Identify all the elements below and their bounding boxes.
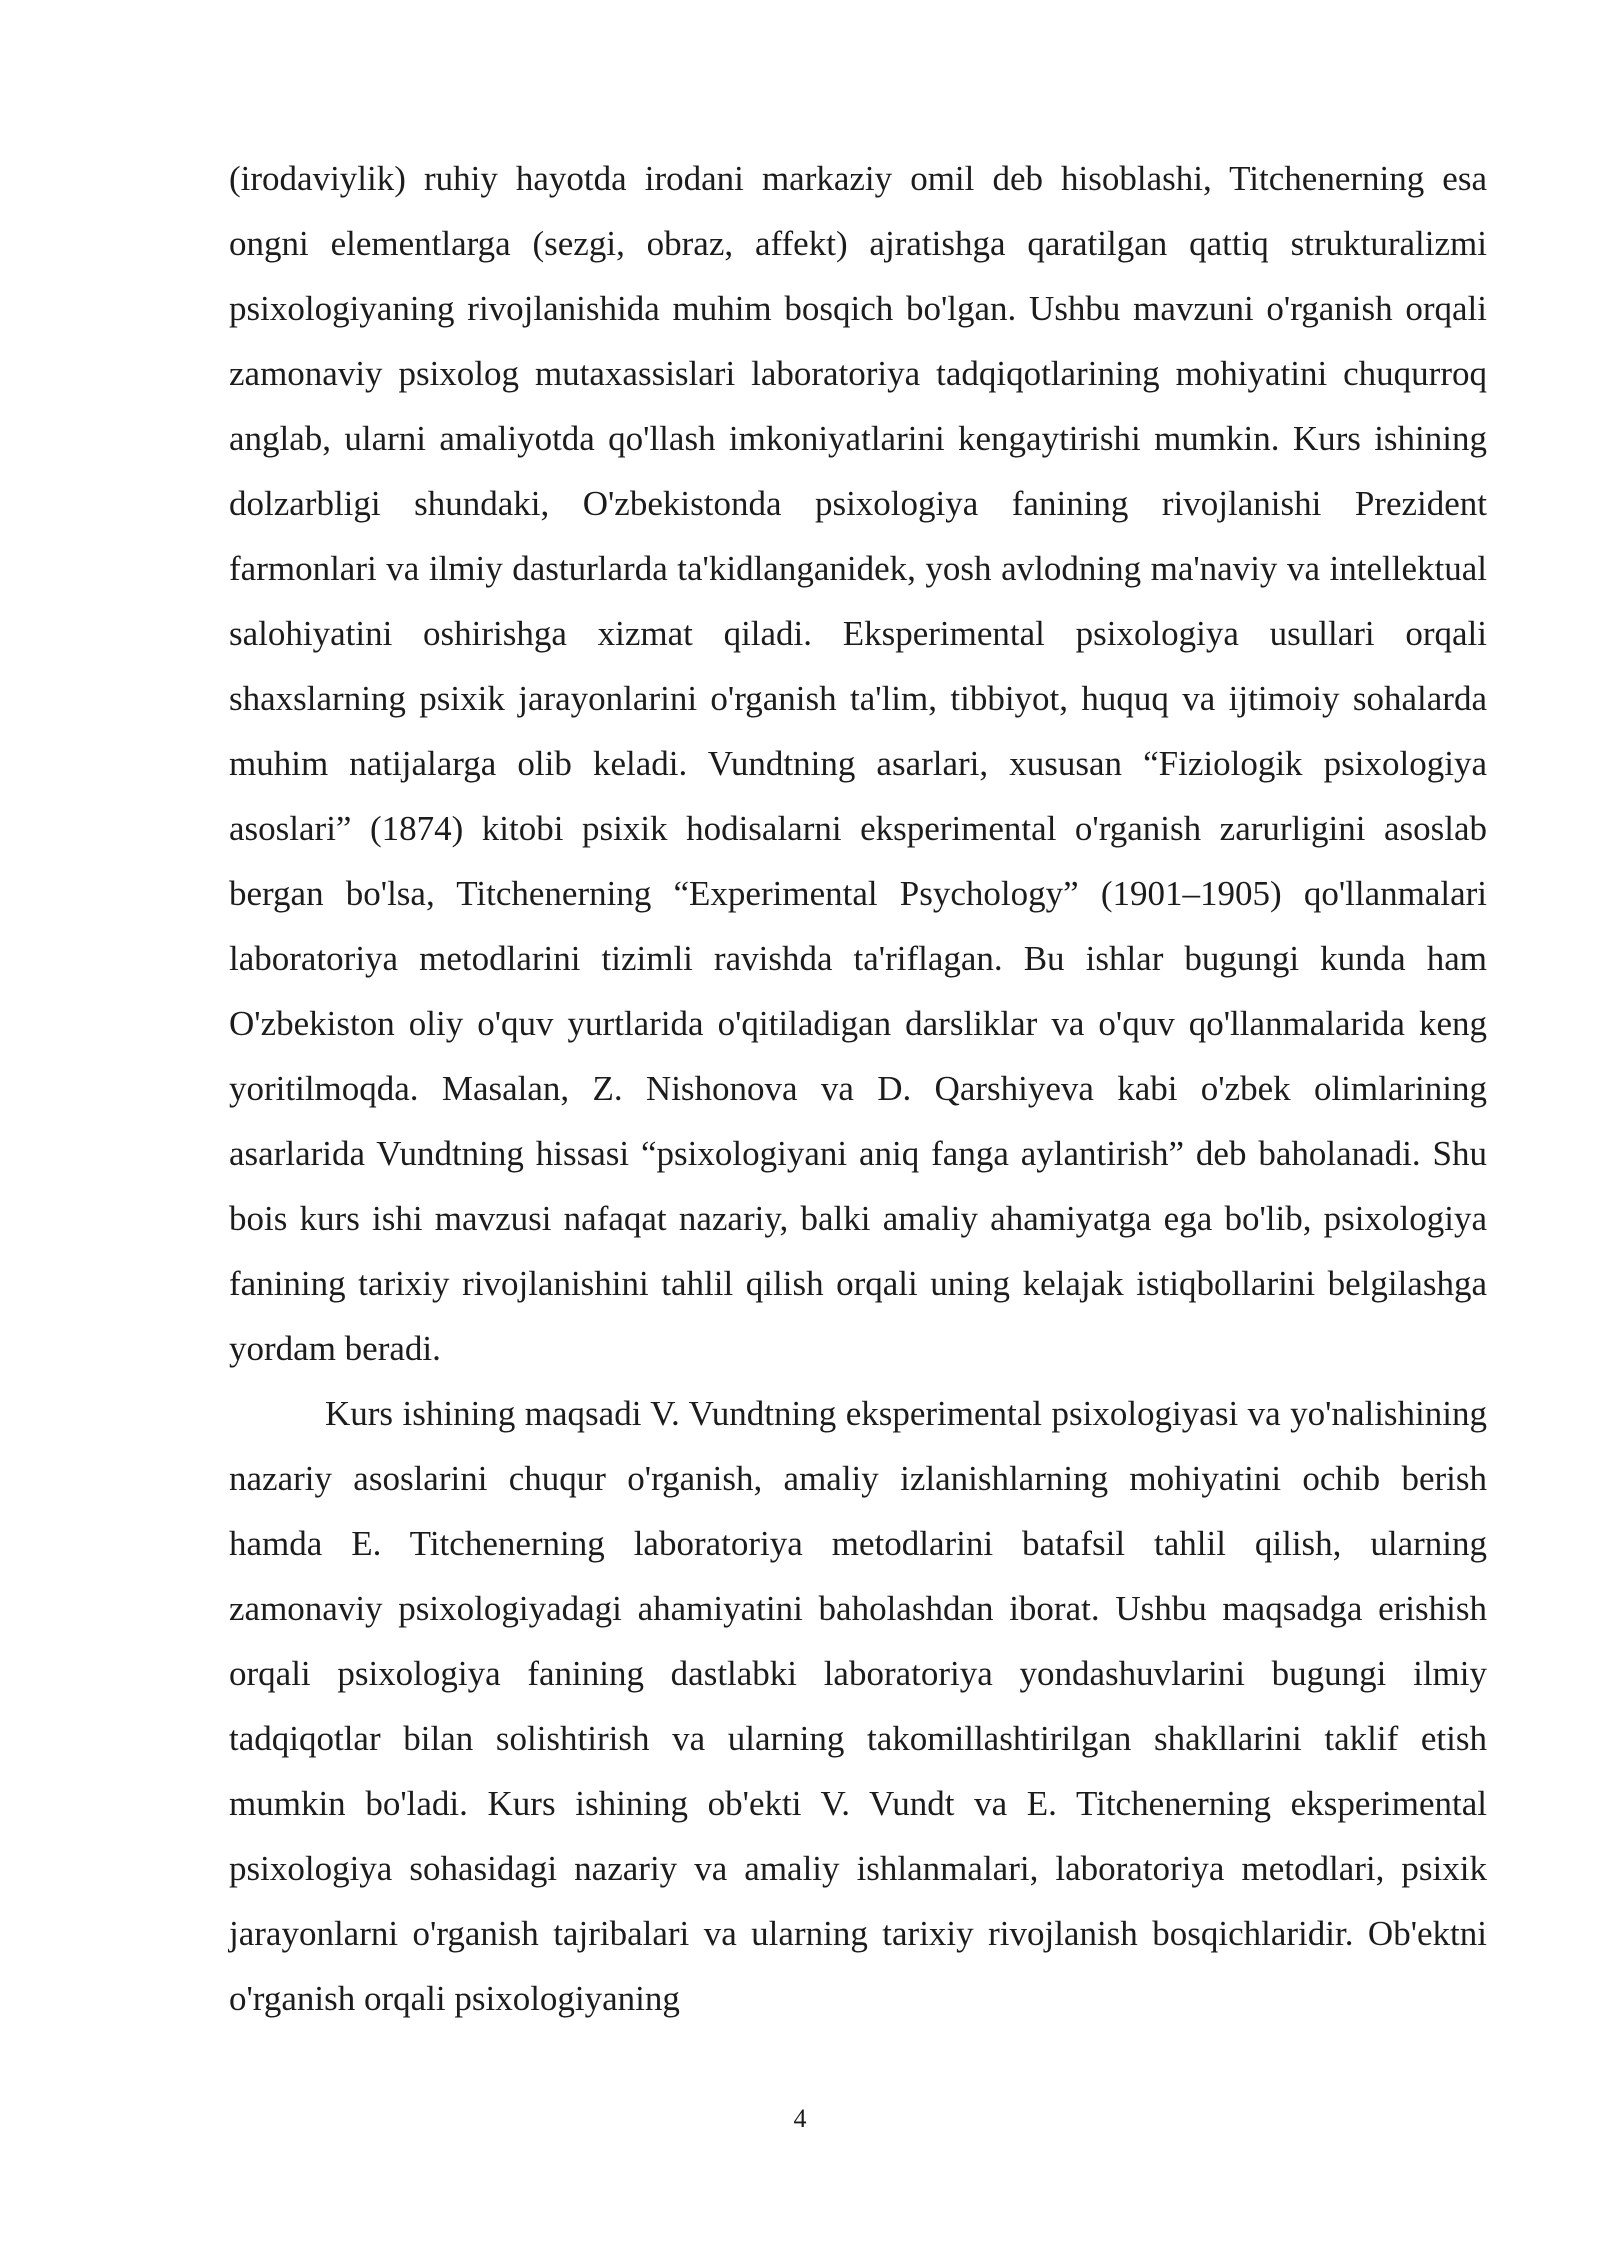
paragraph-course-aim: Kurs ishining maqsadi V. Vundtning eksperimental psixologiyasi va yo'nalishining nazariy asoslarini chuqur o'rganish, amaliy izlanishlarning mohiyatini ochib berish hamda E. Titchenerning laboratoriya metodlarini batafsil tahlil qilish, ularning zamonaviy psixologiyadagi ahamiyatini baholashdan iborat. Ushbu maqsadga erishish orqali psixologiya fanining dastlabki laboratoriya yondashuvlarini bugungi ilmiy tadqiqotlar bilan solishtirish va ularning takomillashtirilgan shakllarini taklif etish mumkin bo'ladi. Kurs ishining ob'ekti V. Vundt va E. Titchenerning eksperimental psixologiya sohasidagi nazariy va amaliy ishlanmalari, laboratoriya metodlari, psixik jarayonlarni o'rganish tajribalari va ularning tarixiy rivojlanish bosqichlaridir. Ob'ektni o'rganish orqali psixologiyaning: [229, 1394, 1487, 2018]
body-text: [229, 146, 1487, 2031]
paragraph-continued: (irodaviylik) ruhiy hayotda irodani markaziy omil deb hisoblashi, Titchenerning esa ongni elementlarga (sezgi, obraz, affekt) ajratishga qaratilgan qattiq strukturalizmi psixologiyaning rivojlanishida muhim bosqich bo'lgan. Ushbu mavzuni o'rganish orqali zamonaviy psixolog mutaxassislari laboratoriya tadqiqotlarining mohiyatini chuqurroq anglab, ularni amaliyotda qo'llash imkoniyatlarini kengaytirishi mumkin. Kurs ishining dolzarbligi shundaki, O'zbekistonda psixologiya fanining rivojlanishi Prezident farmonlari va ilmiy dasturlarda ta'kidlanganidek, yosh avlodning ma'naviy va intellektual salohiyatini oshirishga xizmat qiladi. Eksperimental psixologiya usullari orqali shaxslarning psixik jarayonlarini o'rganish ta'lim, tibbiyot, huquq va ijtimoiy sohalarda muhim natijalarga olib keladi. Vundtning asarlari, xususan “Fiziologik psixologiya asoslari” (1874) kitobi psixik hodisalarni eksperimental o'rganish zarurligini asoslab bergan bo'lsa, Titchenerning “Experimental Psychology” (1901–1905) qo'llanmalari laboratoriya metodlarini tizimli ravishda ta'riflagan. Bu ishlar bugungi kunda ham O'zbekiston oliy o'quv yurtlarida o'qitiladigan darsliklar va o'quv qo'llanmalarida keng yoritilmoqda. Masalan, Z. Nishonova va D. Qarshiyeva kabi o'zbek olimlarining asarlarida Vundtning hissasi “psixologiyani aniq fanga aylantirish” deb baholanadi. Shu bois kurs ishi mavzusi nafaqat nazariy, balki amaliy ahamiyatga ega bo'lib, psixologiya fanining tarixiy rivojlanishini tahlil qilish orqali uning kelajak istiqbollarini belgilashga yordam beradi.: [229, 159, 1487, 1368]
page-number: 4: [793, 2104, 807, 2133]
